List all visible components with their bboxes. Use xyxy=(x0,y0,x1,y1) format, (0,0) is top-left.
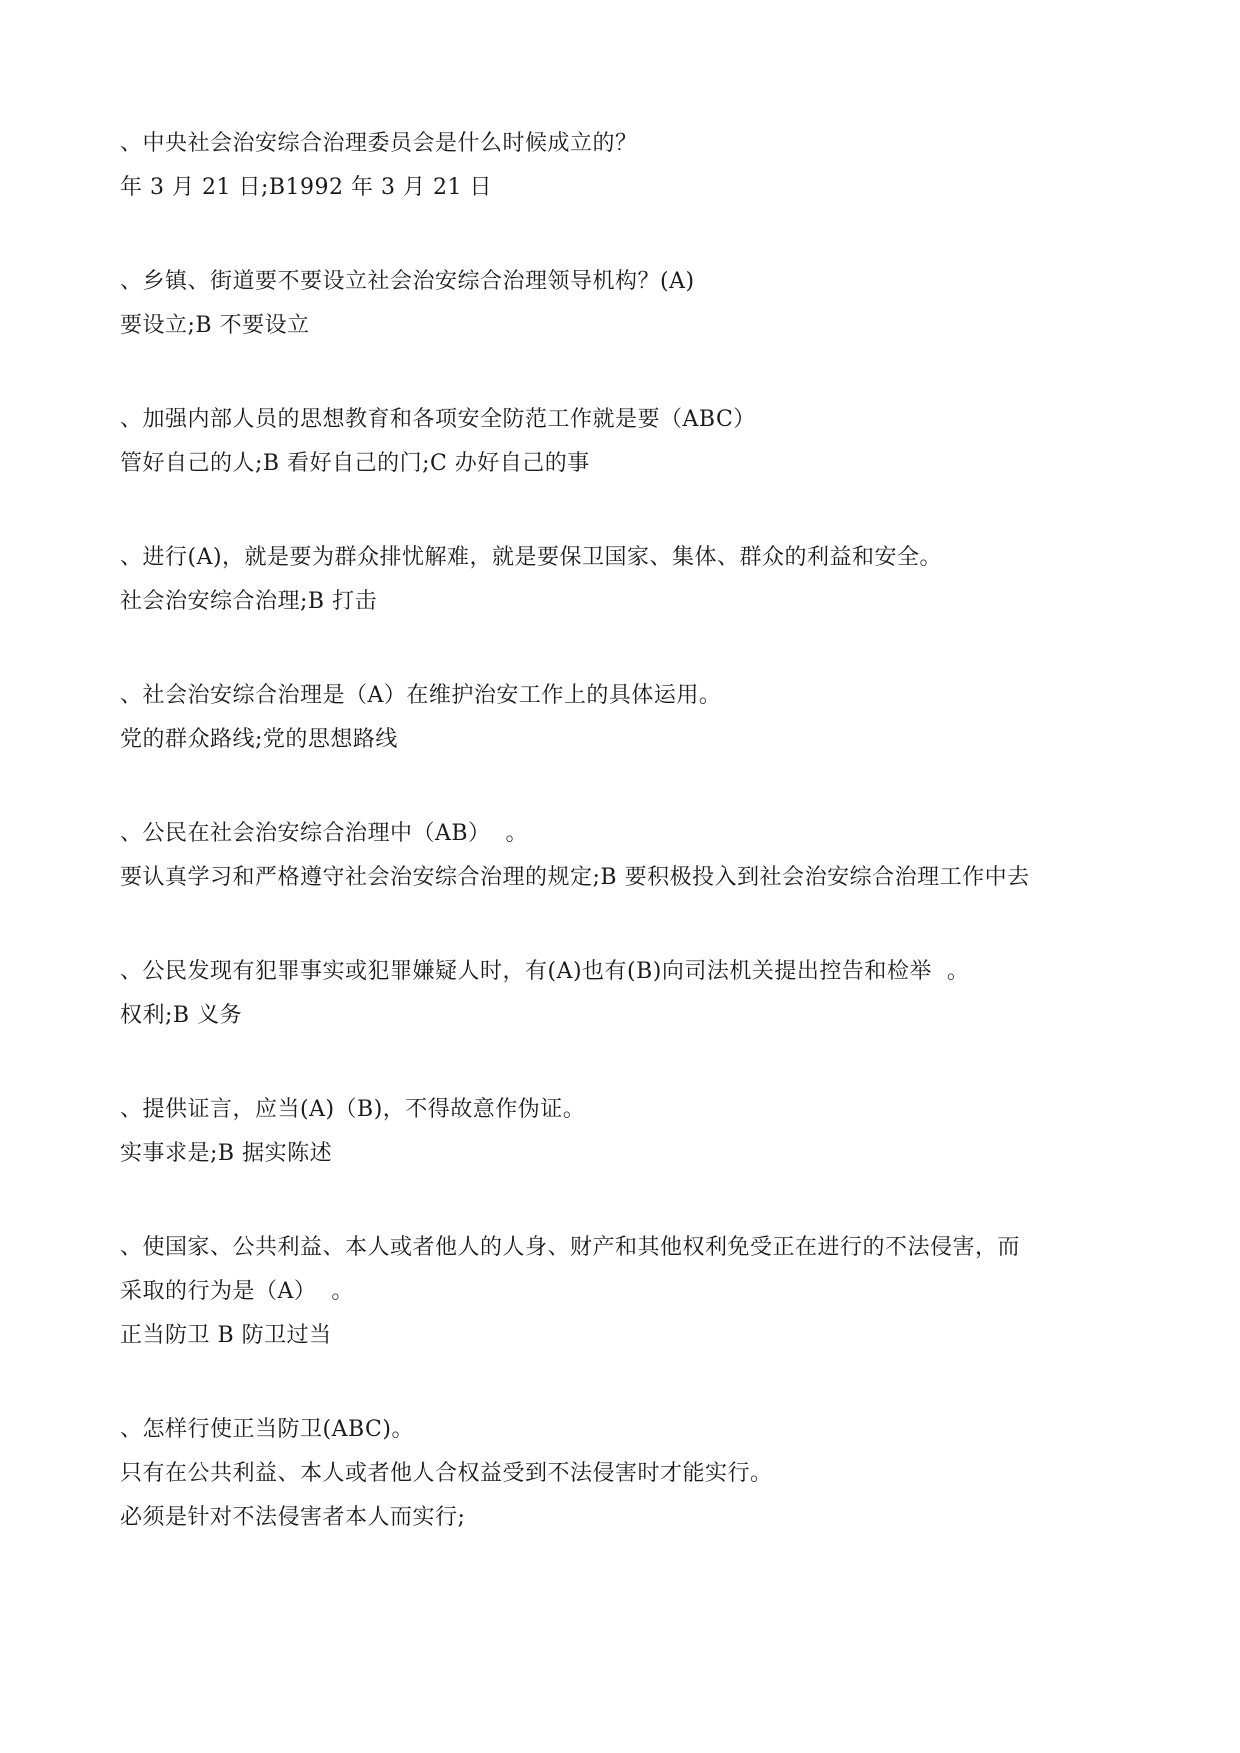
question-text: 、公民在社会治安综合治理中（AB） 。 xyxy=(120,821,529,846)
question-text: 、进行(A)，就是要为群众排忧解难，就是要保卫国家、集体、群众的利益和安全。 xyxy=(120,545,943,570)
question-text-continued: 采取的行为是（A） 。 xyxy=(120,1279,354,1304)
document-page xyxy=(120,122,1140,1590)
question-block xyxy=(120,122,1140,210)
answer-text: 党的群众路线;党的思想路线 xyxy=(120,727,398,752)
answer-text: 要认真学习和严格遵守社会治安综合治理的规定;B 要积极投入到社会治安综合治理工作中去 xyxy=(120,865,1030,890)
question-block xyxy=(120,1088,1140,1176)
answer-text: 实事求是;B 据实陈述 xyxy=(120,1141,333,1166)
question-block xyxy=(120,1408,1140,1540)
question-text: 、加强内部人员的思想教育和各项安全防范工作就是要（ABC） xyxy=(120,407,756,432)
answer-text: 权利;B 义务 xyxy=(120,1003,243,1028)
question-text: 、提供证言，应当(A)（B)，不得故意作伪证。 xyxy=(120,1097,586,1122)
question-text: 、怎样行使正当防卫(ABC)。 xyxy=(120,1417,414,1442)
answer-text: 只有在公共利益、本人或者他人合权益受到不法侵害时才能实行。 xyxy=(120,1461,773,1486)
question-block xyxy=(120,1226,1140,1358)
question-block xyxy=(120,812,1140,900)
question-block xyxy=(120,950,1140,1038)
question-text: 、中央社会治安综合治理委员会是什么时候成立的？ xyxy=(120,131,638,156)
answer-text: 社会治安综合治理;B 打击 xyxy=(120,589,378,614)
question-text: 、乡镇、街道要不要设立社会治安综合治理领导机构？(A) xyxy=(120,269,695,294)
answer-text: 要设立;B 不要设立 xyxy=(120,313,310,338)
question-block xyxy=(120,260,1140,348)
question-text: 、使国家、公共利益、本人或者他人的人身、财产和其他权利免受正在进行的不法侵害，而 xyxy=(120,1235,1021,1260)
question-block xyxy=(120,398,1140,486)
question-block xyxy=(120,674,1140,762)
question-text: 、公民发现有犯罪事实或犯罪嫌疑人时，有(A)也有(B)向司法机关提出控告和检举 。 xyxy=(120,959,970,984)
question-text: 、社会治安综合治理是（A）在维护治安工作上的具体运用。 xyxy=(120,683,722,708)
answer-text: 正当防卫 B 防卫过当 xyxy=(120,1323,332,1348)
answer-text: 管好自己的人;B 看好自己的门;C 办好自己的事 xyxy=(120,451,590,476)
answer-text: 必须是针对不法侵害者本人而实行; xyxy=(120,1505,466,1530)
question-block xyxy=(120,536,1140,624)
answer-text: 年 3 月 21 日;B1992 年 3 月 21 日 xyxy=(120,175,492,200)
